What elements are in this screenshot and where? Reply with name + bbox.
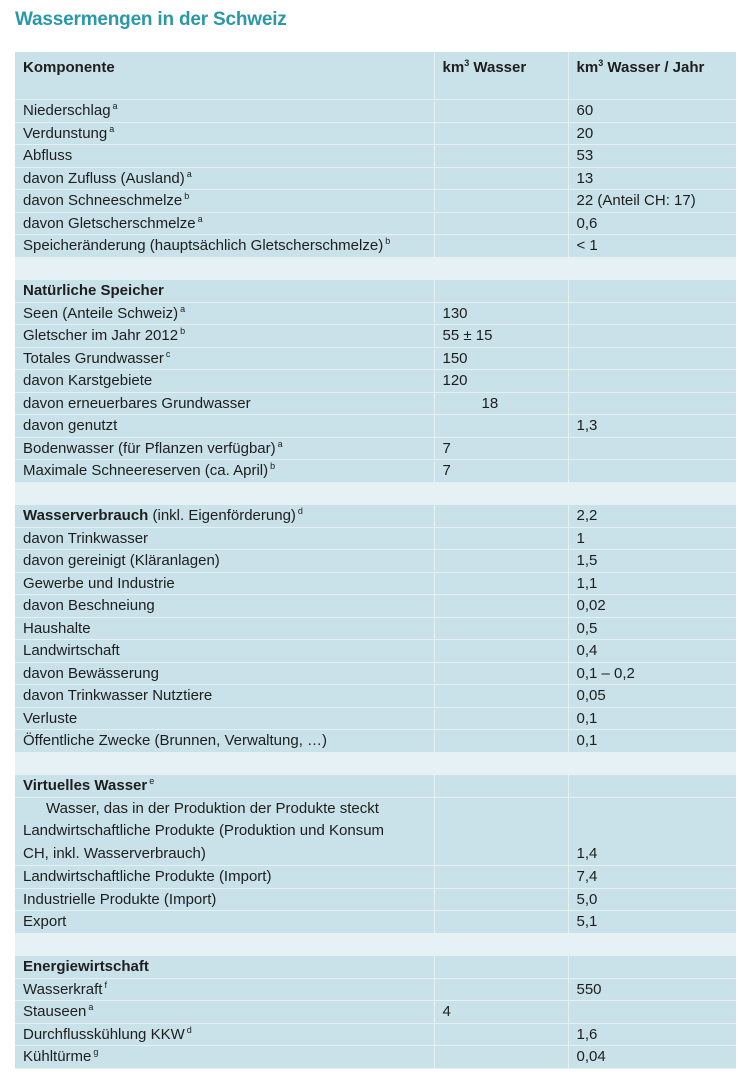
unit-text: km xyxy=(576,59,599,76)
section-spacer xyxy=(15,257,736,280)
table-row xyxy=(15,145,736,168)
table-row xyxy=(15,1023,736,1046)
row-label: Gletscher im Jahr 2012 $^b$ xyxy=(15,325,434,348)
cell-km3 xyxy=(434,685,568,708)
cell-km3 xyxy=(434,190,568,213)
cell-km3-per-year: 0,1 xyxy=(568,730,736,753)
cell-km3-per-year: 1,1 xyxy=(568,572,736,595)
cell-km3-per-year: 0,6 xyxy=(568,212,736,235)
section-spacer xyxy=(15,933,736,956)
row-label: Öffentliche Zwecke (Brunnen, Verwaltung, …) xyxy=(15,730,434,753)
footnote-marker: f xyxy=(104,979,107,990)
cell-km3: 7 xyxy=(434,460,568,483)
cell-km3: 7 xyxy=(434,437,568,460)
cell-km3-per-year: 0,02 xyxy=(568,595,736,618)
cell-km3-per-year: 1,5 xyxy=(568,550,736,573)
footnote-marker: a xyxy=(180,303,186,314)
row-label: davon Gletscherschmelze $^a$ xyxy=(15,212,434,235)
table-row xyxy=(15,212,736,235)
section-heading: Wasserverbrauch (inkl. Eigenförderung) $^d$ xyxy=(15,505,434,528)
row-label-line: Landwirtschaftliche Produkte (Produktion und Konsum xyxy=(23,822,385,839)
row-label: Speicheränderung (hauptsächlich Gletscherschmelze) $^b$ xyxy=(15,235,434,258)
cell-km3-per-year: 1 xyxy=(568,527,736,550)
section-heading-row xyxy=(15,956,736,979)
cell-km3-per-year xyxy=(568,392,736,415)
table-row xyxy=(15,392,736,415)
row-label: Niederschlag $^a$ xyxy=(15,100,434,123)
footnote-marker: g xyxy=(93,1047,99,1058)
unit-text: km xyxy=(442,59,465,76)
row-label-line: CH, inkl. Wasserverbrauch) xyxy=(23,844,206,862)
cell-km3-per-year xyxy=(568,347,736,370)
cell-km3: 4 xyxy=(434,1001,568,1024)
footnote-marker: d xyxy=(186,1024,192,1035)
section-spacer xyxy=(15,752,736,775)
cell-km3 xyxy=(434,640,568,663)
table-row xyxy=(15,617,736,640)
cell-km3-per-year: 20 xyxy=(568,122,736,145)
footnote-marker: a xyxy=(186,168,192,179)
table-row xyxy=(15,911,736,934)
row-label: Seen (Anteile Schweiz) $^a$ xyxy=(15,302,434,325)
footnote-marker: c xyxy=(165,348,171,359)
footnote-marker: b xyxy=(180,326,186,337)
cell-km3 xyxy=(434,617,568,640)
row-label: Maximale Schneereserven (ca. April) $^b$ xyxy=(15,460,434,483)
cell-km3 xyxy=(434,527,568,550)
cell-km3 xyxy=(434,911,568,934)
table-row xyxy=(15,167,736,190)
section-heading-row xyxy=(15,280,736,303)
row-label: Bodenwasser (für Pflanzen verfügbar) $^a$ xyxy=(15,437,434,460)
cell-km3 xyxy=(434,212,568,235)
table-row xyxy=(15,662,736,685)
footnote-marker: d xyxy=(297,506,303,517)
cell-km3-per-year xyxy=(568,1001,736,1024)
header-km3-wasser xyxy=(434,52,568,100)
cell-km3 xyxy=(434,595,568,618)
table-row xyxy=(15,730,736,753)
row-label: Landwirtschaft xyxy=(15,640,434,663)
footnote-marker: b xyxy=(184,191,190,202)
cell-km3 xyxy=(434,1023,568,1046)
cell-km3-per-year: 60 xyxy=(568,100,736,123)
cell-km3 xyxy=(434,866,568,889)
exponent: 3 xyxy=(464,58,470,68)
note-line: Wasser, das in der Produktion der Produkte steckt xyxy=(46,799,379,817)
cell-km3-per-year: 5,1 xyxy=(568,911,736,934)
table-row xyxy=(15,460,736,483)
cell-km3-per-year: 0,4 xyxy=(568,640,736,663)
section-heading: Energiewirtschaft xyxy=(15,956,434,979)
cell-km3: 18 xyxy=(434,392,568,415)
cell-km3 xyxy=(434,145,568,168)
footnote-marker: b xyxy=(385,236,391,247)
unit-rest: Wasser xyxy=(469,59,527,76)
cell-km3 xyxy=(434,730,568,753)
section-heading: Natürliche Speicher xyxy=(15,280,434,303)
footnote-marker: a xyxy=(277,438,283,449)
row-label: davon Bewässerung xyxy=(15,662,434,685)
cell-km3 xyxy=(434,707,568,730)
footnote-marker: a xyxy=(109,123,115,134)
cell-km3: 150 xyxy=(434,347,568,370)
cell-km3: 55 ± 15 xyxy=(434,325,568,348)
header-km3-wasser-jahr xyxy=(568,52,736,100)
row-label: Abfluss xyxy=(15,145,434,168)
cell-km3-per-year xyxy=(568,437,736,460)
cell-km3-per-year: 0,1 – 0,2 xyxy=(568,662,736,685)
cell-km3-per-year: 550 xyxy=(568,978,736,1001)
table-row xyxy=(15,527,736,550)
cell-km3 xyxy=(434,662,568,685)
table-row xyxy=(15,550,736,573)
row-label: Gewerbe und Industrie xyxy=(15,572,434,595)
page-title: Wassermengen in der Schweiz xyxy=(15,9,287,30)
table-header-row xyxy=(15,52,736,100)
table-row xyxy=(15,190,736,213)
table-row xyxy=(15,122,736,145)
cell-km3-per-year: 5,0 xyxy=(568,888,736,911)
row-label: Stauseen $^a$ xyxy=(15,1001,434,1024)
table-row xyxy=(15,370,736,393)
cell-km3-per-year: 1,3 xyxy=(568,415,736,438)
row-label: davon Beschneiung xyxy=(15,595,434,618)
cell-km3-per-year: 1,6 xyxy=(568,1023,736,1046)
cell-km3-per-year xyxy=(568,460,736,483)
table-row xyxy=(15,347,736,370)
cell-km3-per-year xyxy=(568,370,736,393)
cell-km3-per-year: 0,05 xyxy=(568,685,736,708)
cell-km3 xyxy=(434,122,568,145)
cell-km3-per-year xyxy=(568,302,736,325)
row-label: Kühltürme $^g$ xyxy=(15,1046,434,1069)
exponent: 3 xyxy=(598,58,604,68)
row-label: Wasserkraft $^f$ xyxy=(15,978,434,1001)
row-label: davon Karstgebiete xyxy=(15,370,434,393)
cell-km3-per-year: 22 (Anteil CH: 17) xyxy=(568,190,736,213)
row-label: davon Zufluss (Ausland) $^a$ xyxy=(15,167,434,190)
cell-km3-per-year: 2,2 xyxy=(568,505,736,528)
table-row xyxy=(15,572,736,595)
table-row xyxy=(15,302,736,325)
table-row xyxy=(15,235,736,258)
table-row xyxy=(15,707,736,730)
table-row xyxy=(15,1046,736,1069)
row-label: Totales Grundwasser $^c$ xyxy=(15,347,434,370)
cell-km3-per-year: 7,4 xyxy=(568,866,736,889)
table-row xyxy=(15,685,736,708)
cell-km3-per-year: 0,1 xyxy=(568,707,736,730)
cell-km3 xyxy=(434,167,568,190)
cell-km3 xyxy=(434,1046,568,1069)
table-row xyxy=(15,640,736,663)
table-row xyxy=(15,100,736,123)
water-quantities-table xyxy=(15,52,736,1069)
row-label: davon genutzt xyxy=(15,415,434,438)
footnote-marker: a xyxy=(197,213,203,224)
row-label: Industrielle Produkte (Import) xyxy=(15,888,434,911)
row-label xyxy=(15,797,434,866)
row-label: Durchflusskühlung KKW $^d$ xyxy=(15,1023,434,1046)
row-label: Landwirtschaftliche Produkte (Import) xyxy=(15,866,434,889)
cell-km3 xyxy=(434,550,568,573)
cell-km3: 130 xyxy=(434,302,568,325)
footnote-marker: a xyxy=(112,101,118,112)
row-label: Haushalte xyxy=(15,617,434,640)
row-label: davon gereinigt (Kläranlagen) xyxy=(15,550,434,573)
table-row xyxy=(15,978,736,1001)
table-row xyxy=(15,866,736,889)
row-label: Verluste xyxy=(15,707,434,730)
section-spacer xyxy=(15,482,736,505)
section-heading-row xyxy=(15,775,736,798)
row-label: davon erneuerbares Grundwasser xyxy=(15,392,434,415)
row-label: davon Schneeschmelze $^b$ xyxy=(15,190,434,213)
row-label: davon Trinkwasser Nutztiere xyxy=(15,685,434,708)
table-row xyxy=(15,888,736,911)
table-row xyxy=(15,1001,736,1024)
unit-rest: Wasser / Jahr xyxy=(603,59,705,76)
row-label: davon Trinkwasser xyxy=(15,527,434,550)
table-row xyxy=(15,797,736,866)
cell-km3 xyxy=(434,888,568,911)
cell-km3: 120 xyxy=(434,370,568,393)
cell-km3-per-year xyxy=(568,325,736,348)
cell-km3 xyxy=(434,572,568,595)
cell-km3-per-year: 1,4 xyxy=(568,797,736,866)
footnote-marker: e xyxy=(149,776,155,787)
footnote-marker: b xyxy=(270,461,276,472)
cell-km3-per-year: 0,5 xyxy=(568,617,736,640)
footnote-marker: a xyxy=(88,1002,94,1013)
table-row xyxy=(15,595,736,618)
row-label: Export xyxy=(15,911,434,934)
table-row xyxy=(15,415,736,438)
cell-km3 xyxy=(434,797,568,866)
cell-km3 xyxy=(434,100,568,123)
cell-km3-per-year: 0,04 xyxy=(568,1046,736,1069)
cell-km3-per-year: 53 xyxy=(568,145,736,168)
cell-km3 xyxy=(434,235,568,258)
row-label: Verdunstung $^a$ xyxy=(15,122,434,145)
section-heading-row xyxy=(15,505,736,528)
cell-km3 xyxy=(434,415,568,438)
section-heading: Virtuelles Wasser $^e$ xyxy=(15,775,434,798)
table-row xyxy=(15,437,736,460)
cell-km3-per-year: < 1 xyxy=(568,235,736,258)
header-komponente: Komponente xyxy=(15,52,434,100)
table-row xyxy=(15,325,736,348)
cell-km3-per-year: 13 xyxy=(568,167,736,190)
cell-km3 xyxy=(434,978,568,1001)
